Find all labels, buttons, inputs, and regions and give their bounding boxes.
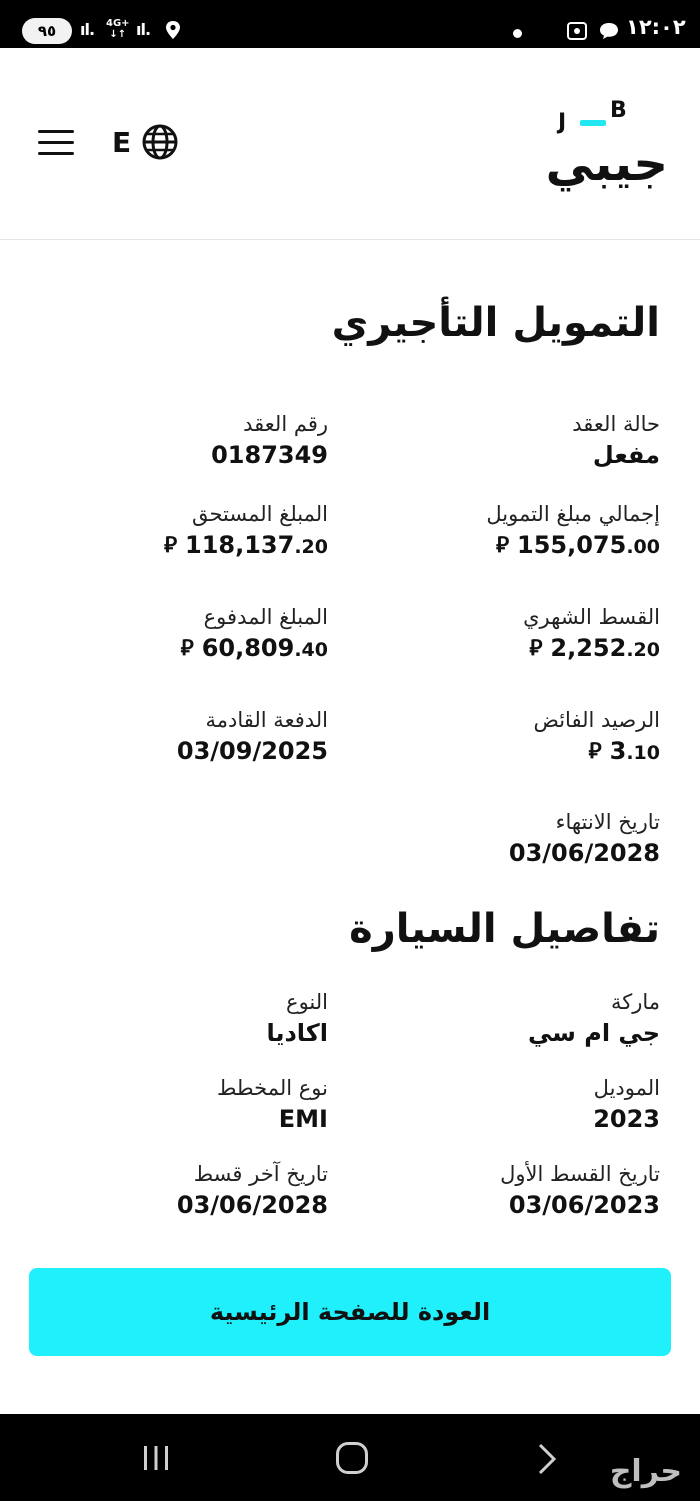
field-contract-status	[350, 410, 660, 472]
field-label: رقم العقد	[243, 412, 328, 436]
amount-whole: 118,137	[185, 531, 295, 559]
financing-title: التمويل التأجيري	[331, 300, 660, 346]
field-label: القسط الشهري	[523, 605, 660, 629]
language-letter: E	[112, 125, 132, 159]
field-first-installment-date	[350, 1160, 660, 1222]
field-contract-number	[18, 410, 328, 472]
field-label: الدفعة القادمة	[205, 708, 328, 732]
field-label: الرصيد الفائض	[533, 708, 660, 732]
amount-cents: .00	[626, 536, 660, 558]
field-label: تاريخ آخر قسط	[193, 1162, 328, 1186]
field-label: المبلغ المدفوع	[203, 605, 328, 629]
amount-whole: 3	[609, 737, 627, 765]
screenshot-icon	[566, 20, 588, 42]
field-label: نوع المخطط	[217, 1076, 328, 1100]
field-brand	[350, 988, 660, 1050]
status-bar	[0, 0, 700, 48]
riyal-icon: ⃁	[180, 636, 194, 661]
amount	[529, 631, 660, 667]
menu-icon-line-1	[38, 130, 74, 133]
riyal-icon: ⃁	[529, 636, 543, 661]
watermark-text: حراج	[609, 1454, 682, 1489]
field-total-financing	[350, 500, 660, 564]
field-value	[18, 528, 328, 564]
back-to-home-label: العودة للصفحة الرئيسية	[209, 1298, 491, 1326]
logo-mark-b: B	[610, 98, 627, 123]
field-monthly-installment	[350, 603, 660, 667]
field-model	[350, 1074, 660, 1136]
field-value	[18, 631, 328, 667]
globe-icon	[141, 123, 179, 161]
field-last-installment-date	[18, 1160, 328, 1222]
field-value	[350, 528, 660, 564]
clock: ١٢:٠٢	[626, 15, 686, 39]
field-surplus-balance	[350, 706, 660, 770]
amount-cents: .10	[626, 742, 660, 764]
amount	[164, 528, 328, 564]
field-next-payment	[18, 706, 328, 768]
field-label: إجمالي مبلغ التمويل	[486, 502, 660, 526]
field-value: EMI	[278, 1105, 328, 1133]
system-nav-bar	[0, 1414, 700, 1501]
field-value: 03/06/2023	[508, 1191, 660, 1219]
field-value: 0187349	[211, 441, 328, 469]
brand-logo[interactable]	[545, 98, 668, 192]
field-label: تاريخ الانتهاء	[555, 810, 660, 834]
menu-icon-line-2	[38, 141, 74, 144]
signal-icon: ıl.	[80, 20, 95, 39]
field-label: الموديل	[593, 1076, 660, 1100]
field-amount-due	[18, 500, 328, 564]
amount-cents: .20	[626, 639, 660, 661]
logo-accent-bar	[580, 120, 606, 126]
amount	[496, 528, 660, 564]
network-type: 4G+ ↓↑	[106, 18, 130, 40]
riyal-icon: ⃁	[495, 533, 510, 558]
amount-whole: 155,075	[517, 531, 627, 559]
language-toggle[interactable]	[112, 122, 179, 162]
menu-button[interactable]	[38, 126, 76, 158]
field-value: 03/09/2025	[176, 737, 328, 765]
amount-whole: 60,809	[201, 634, 295, 662]
riyal-icon: ⃁	[163, 533, 178, 558]
app-header	[0, 48, 700, 240]
logo-text: جيبي	[545, 136, 668, 192]
field-label: تاريخ القسط الأول	[500, 1162, 660, 1186]
field-value: 03/06/2028	[176, 1191, 328, 1219]
network-label: 4G+	[106, 18, 130, 29]
amount	[589, 734, 660, 770]
home-nav-icon[interactable]	[336, 1442, 368, 1474]
field-label: النوع	[286, 990, 328, 1014]
field-value: 03/06/2028	[508, 839, 660, 867]
car-details-title: تفاصيل السيارة	[349, 906, 660, 952]
field-label: حالة العقد	[572, 412, 660, 436]
field-type	[18, 988, 328, 1050]
menu-icon-line-3	[38, 152, 74, 155]
field-label: ماركة	[610, 990, 660, 1014]
signal-icon-2: ıl.	[136, 20, 151, 39]
field-value	[350, 631, 660, 667]
amount	[181, 631, 328, 667]
field-label: المبلغ المستحق	[191, 502, 328, 526]
field-plan-type	[18, 1074, 328, 1136]
riyal-icon: ⃁	[588, 739, 602, 764]
recent-apps-icon[interactable]	[141, 1444, 171, 1472]
field-value: جي ام سي	[528, 1019, 660, 1047]
message-icon	[598, 21, 620, 41]
amount-cents: .20	[294, 536, 328, 558]
battery-indicator: ٩٥	[22, 18, 72, 44]
back-to-home-button[interactable]	[29, 1268, 671, 1356]
amount-cents: .40	[294, 639, 328, 661]
field-value	[350, 734, 660, 770]
field-end-date	[350, 808, 660, 870]
notification-dot	[513, 29, 522, 38]
location-icon	[164, 20, 182, 40]
field-value: 2023	[593, 1105, 660, 1133]
back-nav-icon[interactable]	[536, 1442, 558, 1476]
field-value: اكاديا	[266, 1019, 328, 1047]
field-value: مفعل	[592, 441, 660, 469]
field-amount-paid	[18, 603, 328, 667]
logo-mark-j: J	[558, 110, 567, 135]
amount-whole: 2,252	[550, 634, 627, 662]
